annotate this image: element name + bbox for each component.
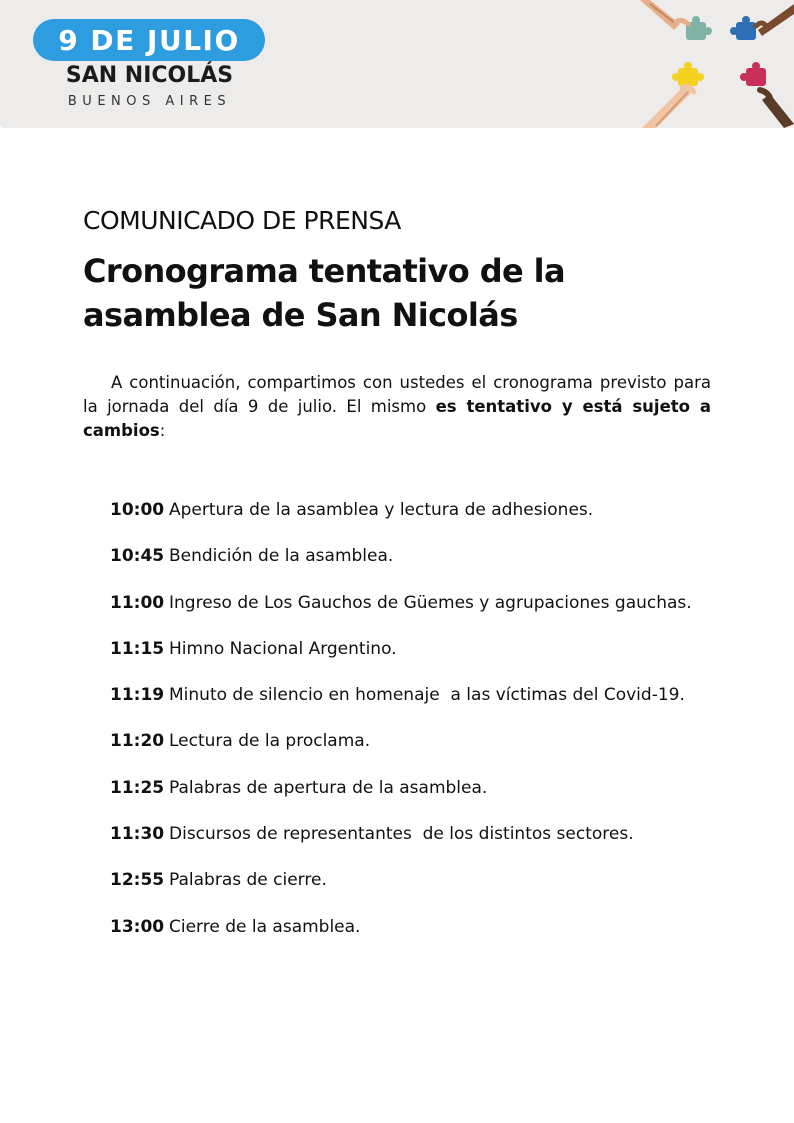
schedule-item: [110, 868, 730, 914]
schedule-item: [110, 729, 730, 775]
schedule-activity: Cierre de la asamblea.: [169, 916, 361, 937]
press-release-label: COMUNICADO DE PRENSA: [83, 206, 401, 235]
schedule-activity: Ingreso de Los Gauchos de Güemes y agrupaciones gauchas.: [169, 592, 692, 613]
hands-holding-puzzle-pieces-icon: [636, 0, 794, 128]
schedule-activity: Palabras de apertura de la asamblea.: [169, 777, 488, 798]
schedule-time: 11:15: [110, 638, 165, 659]
schedule-activity: Himno Nacional Argentino.: [169, 638, 397, 659]
header-banner: [0, 0, 794, 128]
schedule-item: [110, 822, 730, 868]
date-badge: [33, 19, 265, 61]
schedule-item: [110, 637, 730, 683]
schedule-activity: Apertura de la asamblea y lectura de adhesiones.: [169, 500, 594, 520]
schedule-time: 11:19: [110, 685, 165, 706]
schedule-activity: Discursos de representantes de los distintos sectores.: [169, 824, 634, 845]
city-name: SAN NICOLÁS: [65, 63, 234, 88]
page-title: Cronograma tentativo de la asamblea de San Nicolás: [83, 252, 566, 334]
schedule-activity: Minuto de silencio en homenaje a las víctimas del Covid-19.: [169, 685, 685, 706]
schedule-time: 10:00: [110, 500, 165, 520]
schedule-item: [110, 498, 730, 544]
schedule-activity: Lectura de la proclama.: [169, 731, 371, 752]
schedule-time: 13:00: [110, 916, 165, 937]
date-badge-text: 9 DE JULIO: [58, 23, 240, 57]
schedule-list: [110, 498, 730, 961]
schedule-time: 11:30: [110, 824, 165, 845]
schedule-item: [110, 683, 730, 729]
schedule-item: [110, 591, 730, 637]
schedule-item: [110, 776, 730, 822]
schedule-time: 11:25: [110, 777, 165, 798]
schedule-time: 10:45: [110, 546, 165, 567]
schedule-time: 12:55: [110, 870, 165, 891]
schedule-activity: Bendición de la asamblea.: [169, 546, 394, 567]
intro-ending: :: [159, 421, 166, 440]
schedule-time: 11:00: [110, 592, 165, 613]
schedule-activity: Palabras de cierre.: [169, 870, 327, 891]
province-name: BUENOS AIRES: [67, 94, 232, 109]
schedule-item: [110, 544, 730, 590]
schedule-item: [110, 915, 730, 961]
intro-emphasis: es tentativo y está sujeto a cambios: [83, 397, 711, 440]
intro-paragraph: [83, 371, 711, 443]
intro-text: A continuación, compartimos con ustedes el cronograma previsto para la jornada del día 9 de julio. El mismo: [83, 373, 711, 416]
schedule-time: 11:20: [110, 731, 165, 752]
